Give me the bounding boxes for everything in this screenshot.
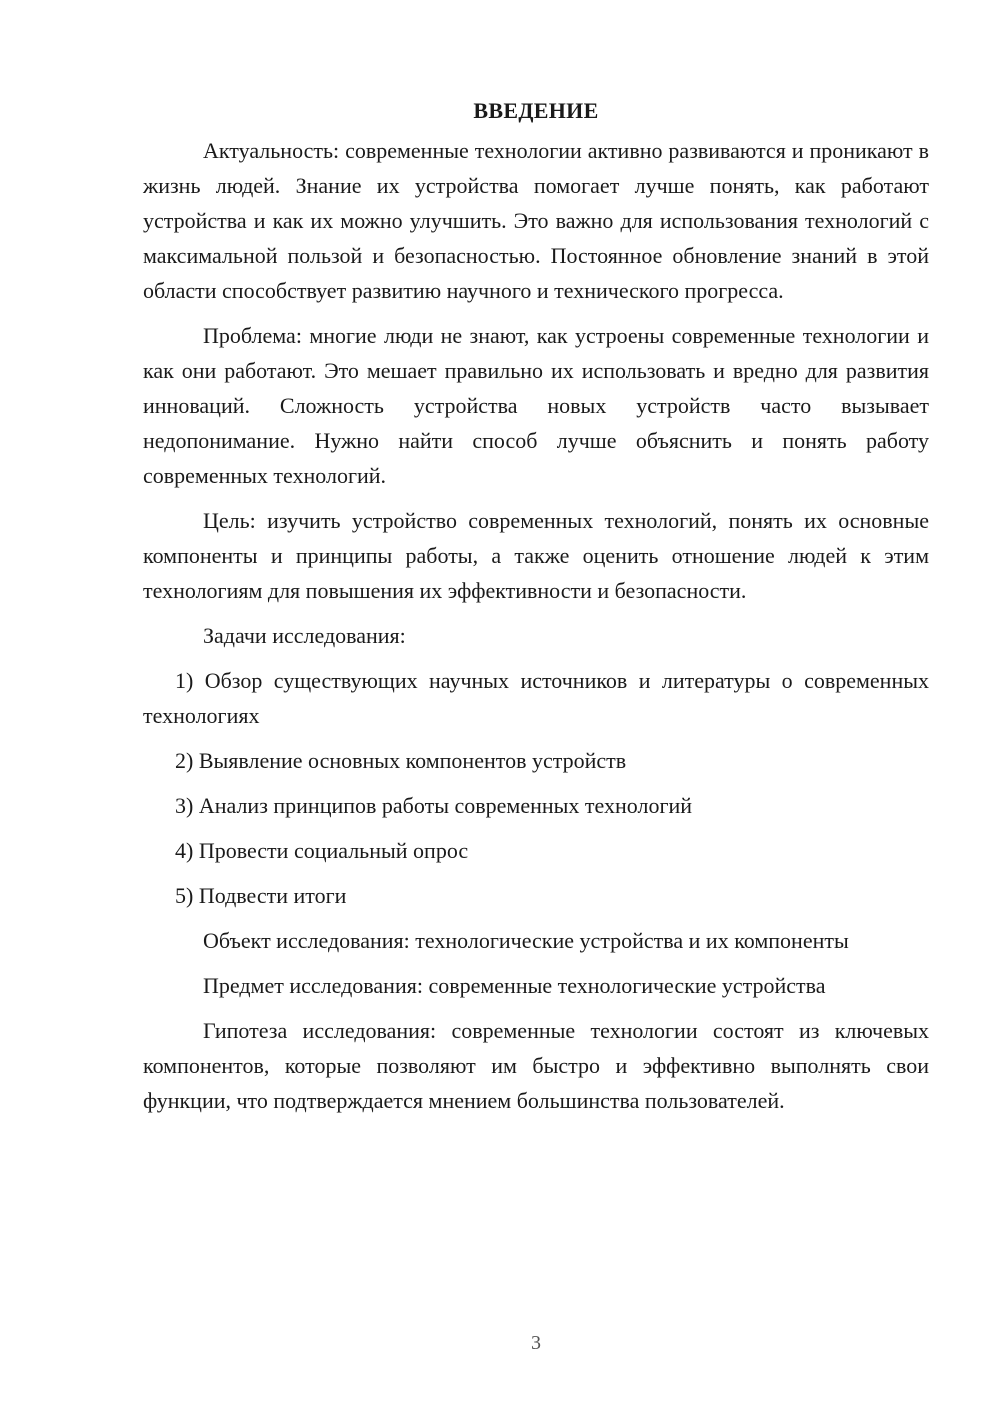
- task-item-3: 3) Анализ принципов работы современных технологий: [175, 793, 693, 818]
- paragraph-hypothesis: Гипотеза исследования: современные технологии состоят из ключевых компонентов, которые позволяют им быстро и эффективно выполнять свои функции, что подтверждается мнением большинства пользователей.: [143, 1018, 929, 1113]
- paragraph-goal: Цель: изучить устройство современных технологий, понять их основные компоненты и принципы работы, а также оценить отношение людей к этим технологиям для повышения их эффективности и безопасности.: [143, 508, 929, 603]
- paragraph-subject: Предмет исследования: современные технологические устройства: [203, 973, 826, 998]
- section-heading: ВВЕДЕНИЕ: [473, 98, 599, 123]
- task-item-2: 2) Выявление основных компонентов устройств: [175, 748, 627, 773]
- paragraph-tasks-heading: Задачи исследования:: [203, 623, 406, 648]
- page-content: [143, 93, 929, 1118]
- paragraph-object: Объект исследования: технологические устройства и их компоненты: [203, 928, 849, 953]
- task-item-1: 1) Обзор существующих научных источников и литературы о современных технологиях: [143, 668, 929, 728]
- page-number: 3: [531, 1332, 541, 1354]
- task-item-4: 4) Провести социальный опрос: [175, 838, 469, 863]
- task-item-5: 5) Подвести итоги: [175, 883, 347, 908]
- paragraph-problem: Проблема: многие люди не знают, как устроены современные технологии и как они работают. Это мешает правильно их использовать и вредно для развития инноваций. Сложность устройства новых устройств часто вызывает недопонимание. Нужно найти способ лучше объяснить и понять работу современных технологий.: [143, 323, 929, 488]
- paragraph-relevance: Актуальность: современные технологии активно развиваются и проникают в жизнь людей. Знание их устройства помогает лучше понять, как работают устройства и как их можно улучшить. Это важно для использования технологий с максимальной пользой и безопасностью. Постоянное обновление знаний в этой области способствует развитию научного и технического прогресса.: [143, 138, 929, 303]
